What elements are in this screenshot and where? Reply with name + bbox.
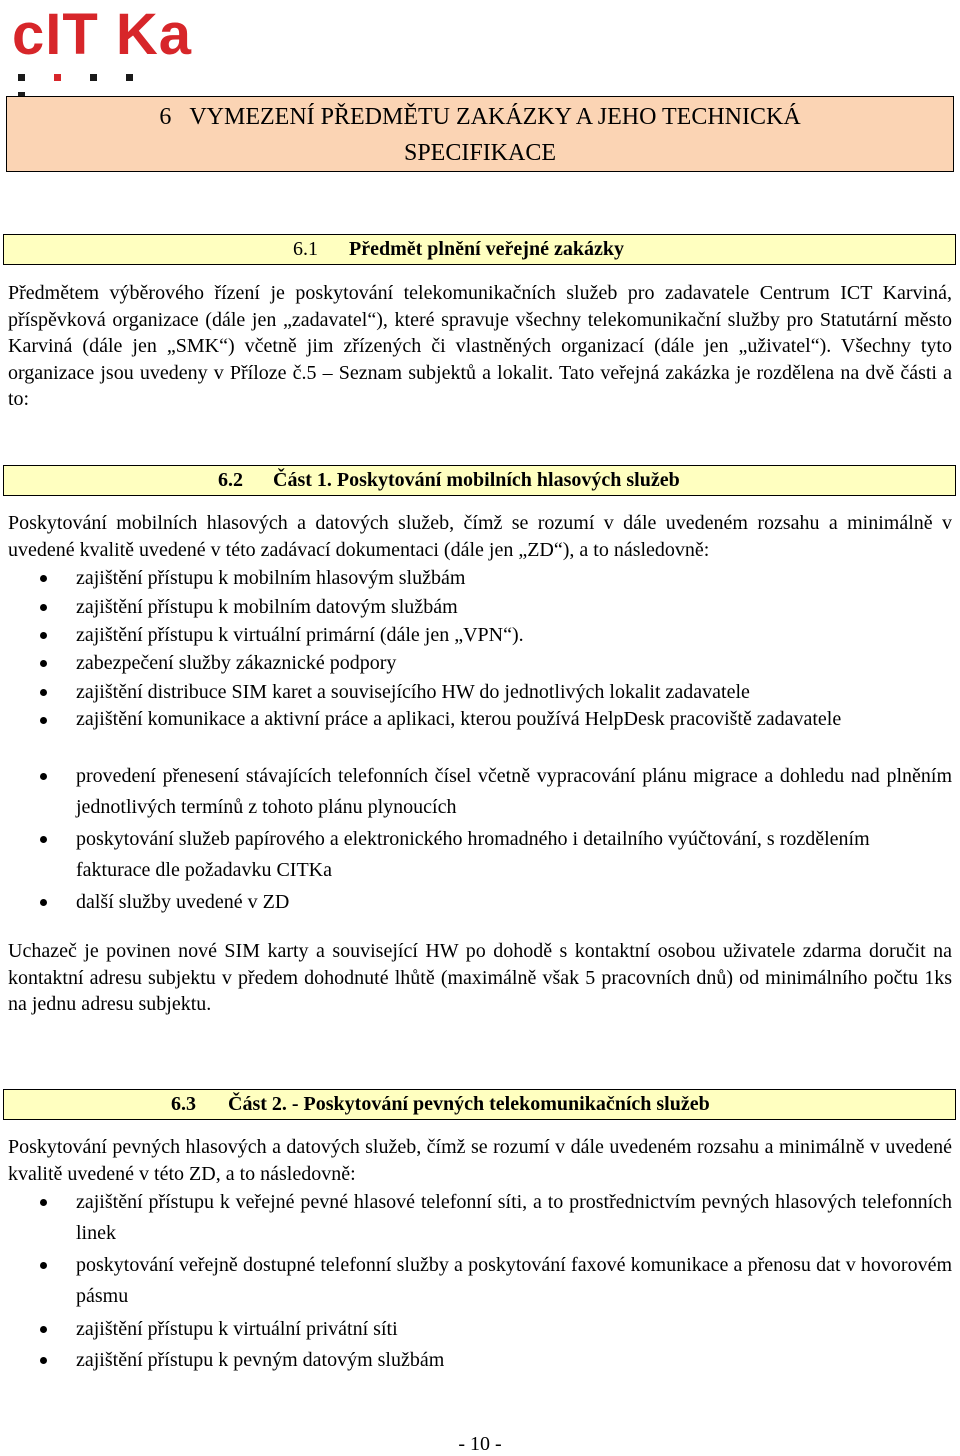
logo-dot bbox=[18, 74, 25, 81]
chapter-heading-line1 bbox=[7, 99, 953, 135]
chapter-number: 6 bbox=[159, 104, 172, 130]
chapter-title-line2: SPECIFIKACE bbox=[403, 140, 557, 166]
list-item: poskytování služeb papírového a elektronického hromadného i detailního vyúčtování, s rozdělením fakturace dle požadavku CITKa bbox=[76, 824, 876, 886]
section-title: Předmět plnění veřejné zakázky bbox=[349, 238, 624, 260]
bullet-icon bbox=[40, 899, 47, 906]
section-title: Část 2. - Poskytování pevných telekomunikačních služeb bbox=[228, 1093, 710, 1115]
logo-dot bbox=[90, 74, 97, 81]
bullet-icon bbox=[40, 1199, 47, 1206]
bullet-icon bbox=[40, 773, 47, 780]
list-item: další služby uvedené v ZD bbox=[76, 888, 952, 917]
list-item: zajištění přístupu k mobilním hlasovým službám bbox=[76, 564, 952, 593]
list-item: zajištění přístupu k virtuální primární (dále jen „VPN“). bbox=[76, 621, 952, 650]
list-item: zajištění přístupu k mobilním datovým službám bbox=[76, 593, 952, 622]
chapter-title-line1: VYMEZENÍ PŘEDMĚTU ZAKÁZKY A JEHO TECHNICKÁ bbox=[189, 104, 801, 130]
section-number: 6.1 bbox=[293, 238, 318, 260]
list-item: poskytování veřejně dostupné telefonní služby a poskytování faxové komunikace a přenosu dat v hovorovém pásmu bbox=[76, 1250, 952, 1312]
logo-text: cIT Ka bbox=[12, 2, 193, 67]
section-6-1-paragraph: Předmětem výběrového řízení je poskytování telekomunikačních služeb pro zadavatele Centrum ICT Karviná, příspěvková organizace (dále jen „zadavatel“), které spravuje všechny telekomunikační služby pro Statutární město Karviná (dále jen „SMK“) včetně jim zřízených či vlastněných organizací (dále jen „uživatel“). Všechny tyto organizace jsou uvedeny v Příloze č.5 – Seznam subjektů a lokalit. Tato veřejná zakázka je rozdělena na dvě části a to: bbox=[8, 282, 952, 411]
bullet-icon bbox=[40, 717, 47, 724]
bullet-icon bbox=[40, 689, 47, 696]
bullet-icon bbox=[40, 1262, 47, 1269]
list-item: zabezpečení služby zákaznické podpory bbox=[76, 649, 952, 678]
citka-logo bbox=[12, 2, 193, 76]
bullet-icon bbox=[40, 660, 47, 667]
logo-dot bbox=[54, 74, 61, 81]
bullet-icon bbox=[40, 604, 47, 611]
section-6-2-intro: Poskytování mobilních hlasových a datových služeb, čímž se rozumí v dále uvedeném rozsahu a minimálně v uvedené kvalitě uvedené v této zadávací dokumentaci (dále jen „ZD“), a to následovně: bbox=[8, 512, 952, 561]
logo-dot bbox=[126, 74, 133, 81]
section-heading-6-2 bbox=[3, 465, 956, 496]
list-item: provedení přenesení stávajících telefonních čísel včetně vypracování plánu migrace a dohledu nad plněním jednotlivých termínů z tohoto plánu plynoucích bbox=[76, 761, 952, 823]
section-title: Část 1. Poskytování mobilních hlasových služeb bbox=[273, 469, 680, 491]
section-number: 6.3 bbox=[171, 1093, 196, 1115]
section-number: 6.2 bbox=[218, 469, 243, 491]
section-6-3-intro: Poskytování pevných hlasových a datových služeb, čímž se rozumí v dále uvedeném rozsahu a minimálně v uvedené kvalitě uvedené v této ZD, a to následovně: bbox=[8, 1136, 952, 1185]
bullet-icon bbox=[40, 1357, 47, 1364]
page-number: - 10 - bbox=[458, 1433, 502, 1455]
list-item: zajištění komunikace a aktivní práce a aplikaci, kterou používá HelpDesk pracoviště zadavatele bbox=[76, 706, 952, 733]
bullet-icon bbox=[40, 632, 47, 639]
section-heading-6-3 bbox=[3, 1089, 956, 1120]
list-item: zajištění přístupu k pevným datovým službám bbox=[76, 1346, 952, 1375]
list-item: zajištění přístupu k virtuální privátní síti bbox=[76, 1315, 952, 1344]
bullet-icon bbox=[40, 1326, 47, 1333]
section-6-2-closing: Uchazeč je povinen nové SIM karty a související HW po dohodě s kontaktní osobou uživatele zdarma doručit na kontaktní adresu subjektu v předem dohodnuté lhůtě (maximálně však 5 pracovních dnů) od minimálního počtu 1ks na jednu adresu subjektu. bbox=[8, 940, 952, 1016]
list-item: zajištění přístupu k veřejné pevné hlasové telefonní síti, a to prostřednictvím pevných hlasových telefonních linek bbox=[76, 1187, 952, 1249]
bullet-icon bbox=[40, 575, 47, 582]
chapter-heading bbox=[6, 96, 954, 172]
bullet-icon bbox=[40, 836, 47, 843]
list-item: zajištění distribuce SIM karet a souvisejícího HW do jednotlivých lokalit zadavatele bbox=[76, 678, 952, 707]
section-heading-6-1 bbox=[3, 234, 956, 265]
